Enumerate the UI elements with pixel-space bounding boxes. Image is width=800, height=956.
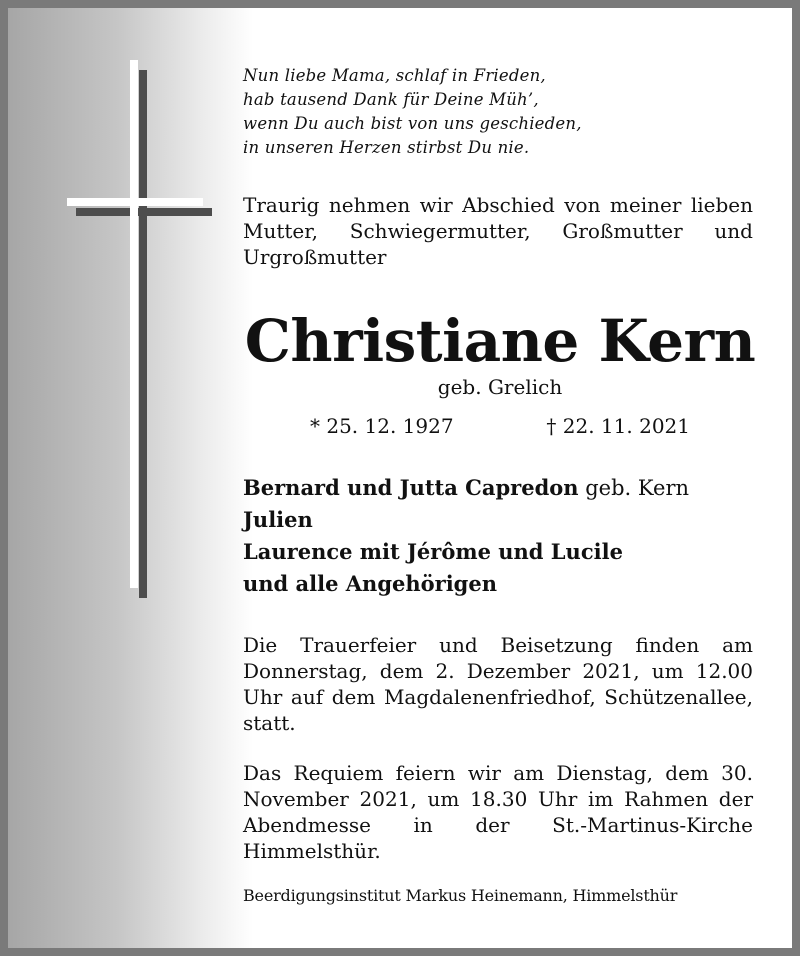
birth-date: * 25. 12. 1927 (310, 414, 454, 438)
cross-beam-horizontal (67, 198, 203, 206)
mourner-suffix: geb. Kern (578, 476, 690, 500)
mourner-line (243, 472, 763, 504)
mourner-name: Bernard und Jutta Capredon (243, 475, 579, 500)
cross-shadow-vertical (139, 70, 147, 598)
undertaker-line: Beerdigungsinstitut Markus Heinemann, Himmelsthür (243, 886, 678, 905)
cross-icon (8, 8, 228, 628)
farewell-intro: Traurig nehmen wir Abschied von meiner lieben Mutter, Schwiegermutter, Großmutter und Urgroßmutter (243, 193, 753, 269)
mourner-name: Laurence mit Jérôme und Lucile (243, 539, 623, 564)
funeral-info: Die Trauerfeier und Beisetzung finden am Donnerstag, dem 2. Dezember 2021, um 12.00 Uhr auf dem Magdalenenfriedhof, Schützenallee, statt. (243, 633, 753, 735)
requiem-info: Das Requiem feiern wir am Dienstag, dem 30. November 2021, um 18.30 Uhr im Rahmen der Abendmesse in der St.-Martinus-Kirche Himmelsthür. (243, 761, 753, 863)
mourner-line (243, 568, 763, 600)
mourner-name: Julien (243, 507, 313, 532)
mourner-line (243, 536, 763, 568)
mourners-list (243, 472, 763, 600)
cross-shadow-horizontal (76, 208, 212, 216)
mourner-name: und alle Angehörigen (243, 571, 497, 596)
cross-beam-vertical (130, 60, 138, 588)
life-dates (310, 413, 690, 439)
maiden-name: geb. Grelich (437, 375, 563, 399)
death-date: † 22. 11. 2021 (546, 414, 690, 438)
memorial-verse: Nun liebe Mama, schlaf in Frieden, hab tausend Dank für Deine Müh’, wenn Du auch bist von uns geschieden, in unseren Herzen stirbst Du nie. (243, 66, 582, 157)
deceased-name: Christiane Kern (244, 307, 756, 375)
mourner-line (243, 504, 763, 536)
